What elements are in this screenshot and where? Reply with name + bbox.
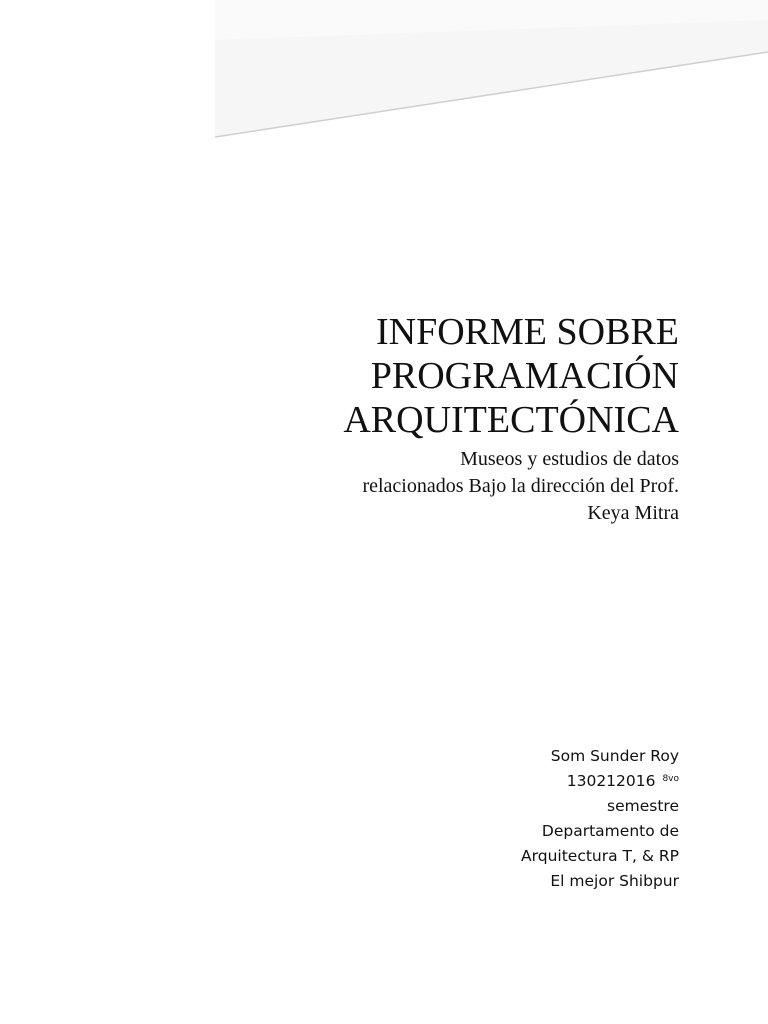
subtitle-line-3: Keya Mitra <box>587 502 679 524</box>
semester-superscript: 8vo <box>662 774 679 784</box>
author-info <box>379 744 679 894</box>
author-name: Som Sunder Roy <box>550 747 679 765</box>
department-line-2: Arquitectura T, & RP <box>521 847 679 865</box>
author-semester: semestre <box>607 797 679 815</box>
document-title <box>219 310 679 442</box>
decorative-header-swoosh <box>0 0 768 160</box>
title-block <box>219 310 679 527</box>
subtitle-line-1: Museos y estudios de datos <box>460 448 679 470</box>
document-subtitle <box>219 446 679 527</box>
title-line-2: PROGRAMACIÓN <box>370 355 679 397</box>
decorative-shade <box>215 20 768 138</box>
title-line-3: ARQUITECTÓNICA <box>343 399 679 441</box>
author-id: 130212016 <box>566 772 656 790</box>
department-line-1: Departamento de <box>541 822 679 840</box>
subtitle-line-2: relacionados Bajo la dirección del Prof. <box>362 475 679 497</box>
title-line-1: INFORME SOBRE <box>376 311 679 353</box>
author-id-line <box>379 769 679 794</box>
institution: El mejor Shibpur <box>550 872 679 890</box>
